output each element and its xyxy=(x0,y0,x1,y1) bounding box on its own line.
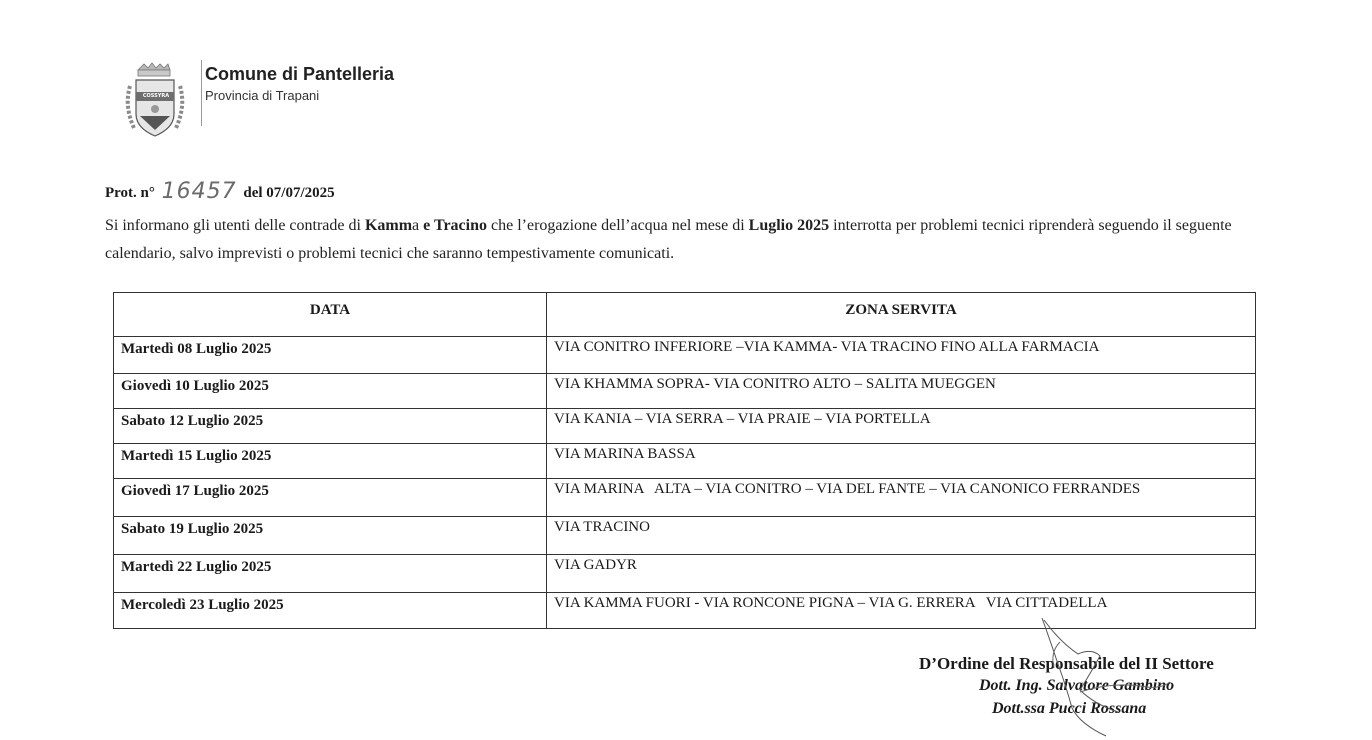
notice-paragraph xyxy=(105,212,1275,268)
notice-text-2: che l’erogazione dell’acqua nel mese di xyxy=(487,217,749,234)
table-row xyxy=(114,444,1256,479)
protocol-line xyxy=(105,178,335,203)
crest-shield-icon xyxy=(120,62,190,142)
organization-subtitle: Provincia di Trapani xyxy=(205,88,320,103)
header-date: DATA xyxy=(114,293,547,337)
row-date: Martedì 15 Luglio 2025 xyxy=(114,444,547,479)
protocol-number: 16457 xyxy=(161,179,237,204)
table-row xyxy=(114,517,1256,555)
crest-text: COSSYRA xyxy=(142,93,170,99)
notice-kamma: Kamm xyxy=(364,217,413,234)
notice-text-3: interrotta per problemi tecnici riprenderà seguendo il seguente calendario, salvo imprevisti o problemi tecnici che saranno tempestivamente comunicati. xyxy=(105,217,1232,262)
row-zone: VIA KAMMA FUORI - VIA RONCONE PIGNA – VIA G. ERRERA VIA CITTADELLA xyxy=(547,593,1256,629)
notice-text-1: Si informano gli utenti delle contrade di xyxy=(105,217,365,234)
row-date: Martedì 22 Luglio 2025 xyxy=(114,555,547,593)
table-row xyxy=(114,479,1256,517)
notice-month: Luglio 2025 xyxy=(748,217,830,234)
schedule-table xyxy=(113,292,1256,629)
protocol-prefix: Prot. n° xyxy=(105,185,155,201)
municipality-crest xyxy=(120,62,190,142)
row-date: Giovedì 17 Luglio 2025 xyxy=(114,479,547,517)
row-zone: VIA KHAMMA SOPRA- VIA CONITRO ALTO – SALITA MUEGGEN xyxy=(547,374,1256,409)
table-row xyxy=(114,337,1256,374)
signature-title: D’Ordine del Responsabile del II Settore xyxy=(919,654,1214,673)
protocol-date: del 07/07/2025 xyxy=(243,185,335,201)
notice-tracino: e Tracino xyxy=(423,217,487,234)
row-date: Sabato 19 Luglio 2025 xyxy=(114,517,547,555)
row-date: Martedì 08 Luglio 2025 xyxy=(114,337,547,374)
row-date: Mercoledì 23 Luglio 2025 xyxy=(114,593,547,629)
handwritten-signature-icon xyxy=(1020,612,1200,740)
row-zone: VIA MARINA BASSA xyxy=(547,444,1256,479)
row-zone: VIA GADYR xyxy=(547,555,1256,593)
signature-name-2: Dott.ssa Pucci Rossana xyxy=(992,700,1147,717)
row-date: Sabato 12 Luglio 2025 xyxy=(114,409,547,444)
row-zone: VIA MARINA ALTA – VIA CONITRO – VIA DEL FANTE – VIA CANONICO FERRANDES xyxy=(547,479,1256,517)
row-zone: VIA KANIA – VIA SERRA – VIA PRAIE – VIA PORTELLA xyxy=(547,409,1256,444)
table-row xyxy=(114,409,1256,444)
table-row xyxy=(114,555,1256,593)
row-date: Giovedì 10 Luglio 2025 xyxy=(114,374,547,409)
header-divider xyxy=(201,60,202,126)
row-zone: VIA CONITRO INFERIORE –VIA KAMMA- VIA TRACINO FINO ALLA FARMACIA xyxy=(547,337,1256,374)
notice-kamma-rest: a xyxy=(412,217,424,234)
table-header-row xyxy=(114,293,1256,337)
header-zone: ZONA SERVITA xyxy=(547,293,1256,337)
row-zone: VIA TRACINO xyxy=(547,517,1256,555)
table-row xyxy=(114,374,1256,409)
table-row xyxy=(114,593,1256,629)
signature-name-1: Dott. Ing. Salvatore Gambino xyxy=(979,677,1175,694)
organization-name: Comune di Pantelleria xyxy=(205,64,395,84)
